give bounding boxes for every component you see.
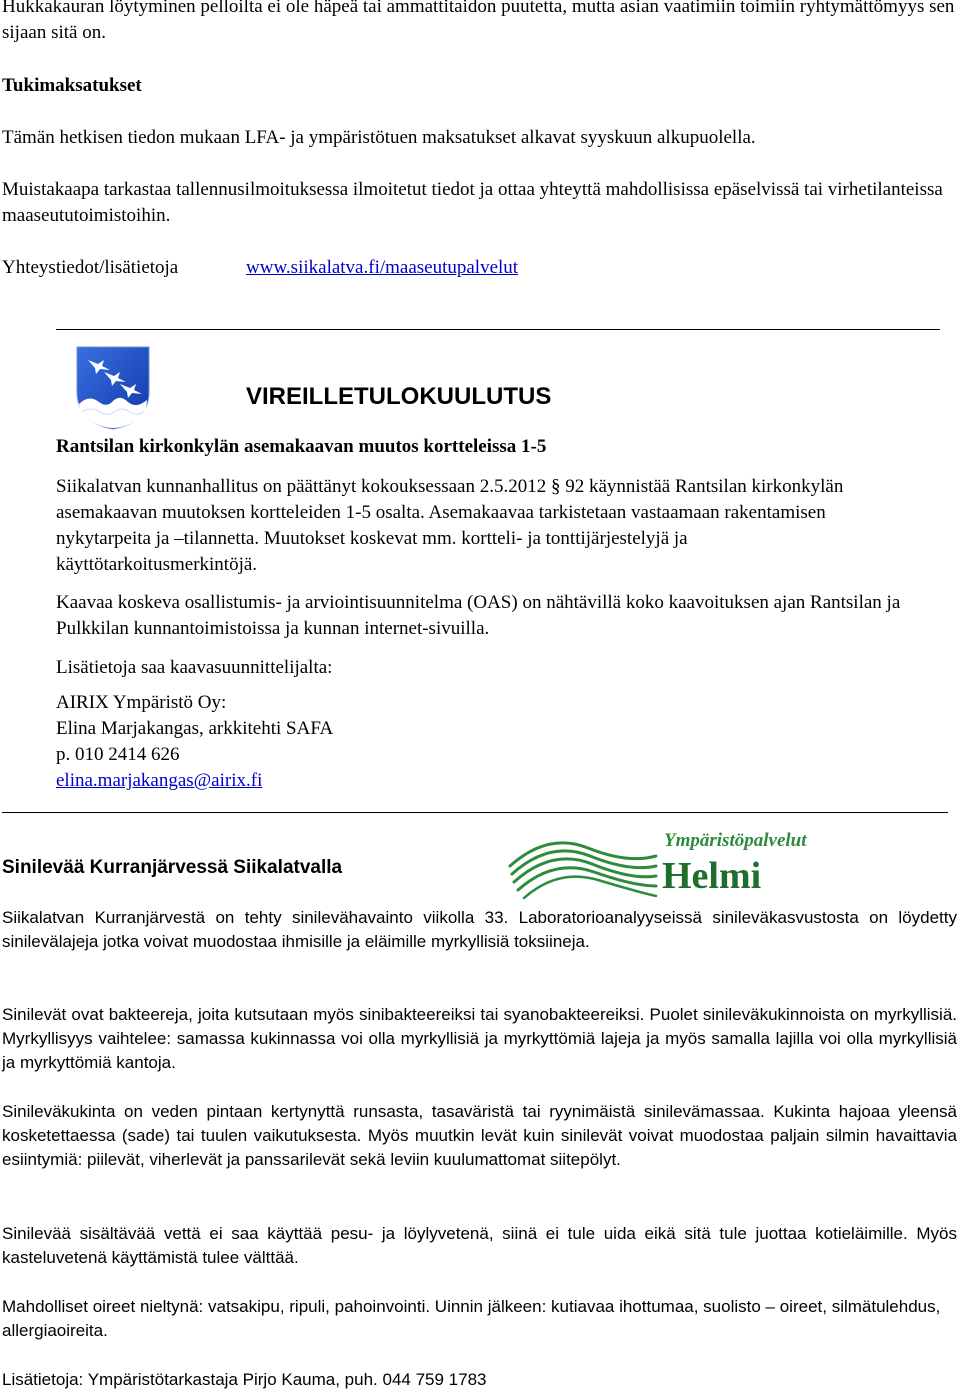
heading-sinilevaa: Sinilevää Kurranjärvessä Siikalatvalla xyxy=(2,857,343,878)
siikalatva-coat-of-arms-icon xyxy=(76,346,150,430)
info-label: Lisätietoja saa kaavasuunnittelijalta: xyxy=(56,657,333,678)
contact-person: Elina Marjakangas, arkkitehti SAFA xyxy=(56,718,334,739)
algae-paragraph-5: Mahdolliset oireet nieltynä: vatsakipu, ripuli, pahoinvointi. Uinnin jälkeen: kutiavaa ihottumaa, suolisto – oireet, silmätulehdus, allergiaoireita. xyxy=(2,1297,941,1340)
notice-subtitle: Rantsilan kirkonkylän asemakaavan muutos kortteleissa 1-5 xyxy=(56,436,547,457)
paragraph-check-notice: Muistakaapa tarkastaa tallennusilmoituksessa ilmoitetut tiedot ja ottaa yhteyttä mahdollisissa epäselvissä tai virhetilanteissa maaseututoimistoihin. xyxy=(2,179,943,226)
section-divider-1 xyxy=(56,329,940,330)
paragraph-payments: Tämän hetkisen tiedon mukaan LFA- ja ympäristötuen maksatukset alkavat syyskuun alkupuolella. xyxy=(2,127,756,148)
heading-tukimaksatukset: Tukimaksatukset xyxy=(2,75,142,96)
helmi-logo xyxy=(508,826,808,902)
contact-phone: p. 010 2414 626 xyxy=(56,744,180,765)
contact-company: AIRIX Ympäristö Oy: xyxy=(56,692,227,713)
intro-paragraph: Hukkakauran löytyminen pelloilta ei ole häpeä tai ammattitaidon puutetta, mutta asian vaatimiin toimiin ryhtymättömyys sen sijaan sitä on. xyxy=(2,0,955,43)
logo-script-text: Ympäristöpalvelut xyxy=(664,830,807,851)
logo-word-text: Helmi xyxy=(662,855,762,897)
contact-email-link[interactable]: elina.marjakangas@airix.fi xyxy=(56,770,263,791)
notice-title: VIREILLETULOKUULUTUS xyxy=(246,383,552,410)
contact-label: Yhteystiedot/lisätietoja xyxy=(2,257,179,278)
algae-paragraph-1: Siikalatvan Kurranjärvestä on tehty sinilevähavainto viikolla 33. Laboratorioanalyyseissä sinileväkasvustosta on löydetty sinilevälajeja jotka voivat muodostaa ihmisille ja eläimille myrkyllisiä toksiineja. xyxy=(2,908,957,951)
notice-paragraph-1: Siikalatvan kunnanhallitus on päättänyt kokouksessaan 2.5.2012 § 92 käynnistää Rantsilan kirkonkylän asemakaavan muutoksen kortteleiden 1-5 osalta. Asemakaavaa tarkistetaan vastaamaan rakentamisen nykytarpeita ja –tilannetta. Muutokset koskevat mm. kortteli- ja tonttijärjestelyjä ja käyttötarkoitusmerkintöjä. xyxy=(56,476,844,575)
section-divider-2 xyxy=(2,812,948,813)
section-symbol: § xyxy=(550,476,561,497)
algae-paragraph-2: Sinilevät ovat bakteereja, joita kutsutaan myös sinibakteereiksi tai syanobakteereiksi. Puolet sinileväkukinnoista on myrkyllisiä. Myrkyllisyys vaihtelee: samassa kukinnassa voi olla myrkyllisiä ja myrkyttömiä lajeja ja myös samalla lajilla voi olla myrkyllisiä ja myrkyttömiä kantoja. xyxy=(2,1005,957,1072)
algae-paragraph-4: Sinilevää sisältävää vettä ei saa käyttää pesu- ja löylyvetenä, siinä ei tule uida eikä sitä tule juottaa kotieläimille. Myös kasteluvetenä käyttämistä tulee välttää. xyxy=(2,1224,957,1267)
algae-footer-contact: Lisätietoja: Ympäristötarkastaja Pirjo Kauma, puh. 044 759 1783 xyxy=(2,1370,487,1389)
notice-paragraph-2: Kaavaa koskeva osallistumis- ja arviointisuunnitelma (OAS) on nähtävillä koko kaavoituksen ajan Rantsilan ja Pulkkilan kunnantoimistoissa ja kunnan internet-sivuilla. xyxy=(56,592,901,639)
algae-paragraph-3: Sinileväkukinta on veden pintaan kertynyttä runsasta, tasaväristä tai ryynimäistä sinilevämassaa. Kukinta hajoaa yleensä kosketettaessa (sade) tai tuulen vaikutuksesta. Myös muutkin levät kuin sinilevät voivat muodostaa paljain silmin havaittavia esiintymiä: piilevät, viherlevät ja panssarilevät sekä leviin kuulumattomat siitepölyt. xyxy=(2,1102,957,1169)
helmi-wave-icon xyxy=(508,826,658,902)
contact-link[interactable]: www.siikalatva.fi/maaseutupalvelut xyxy=(246,257,519,278)
